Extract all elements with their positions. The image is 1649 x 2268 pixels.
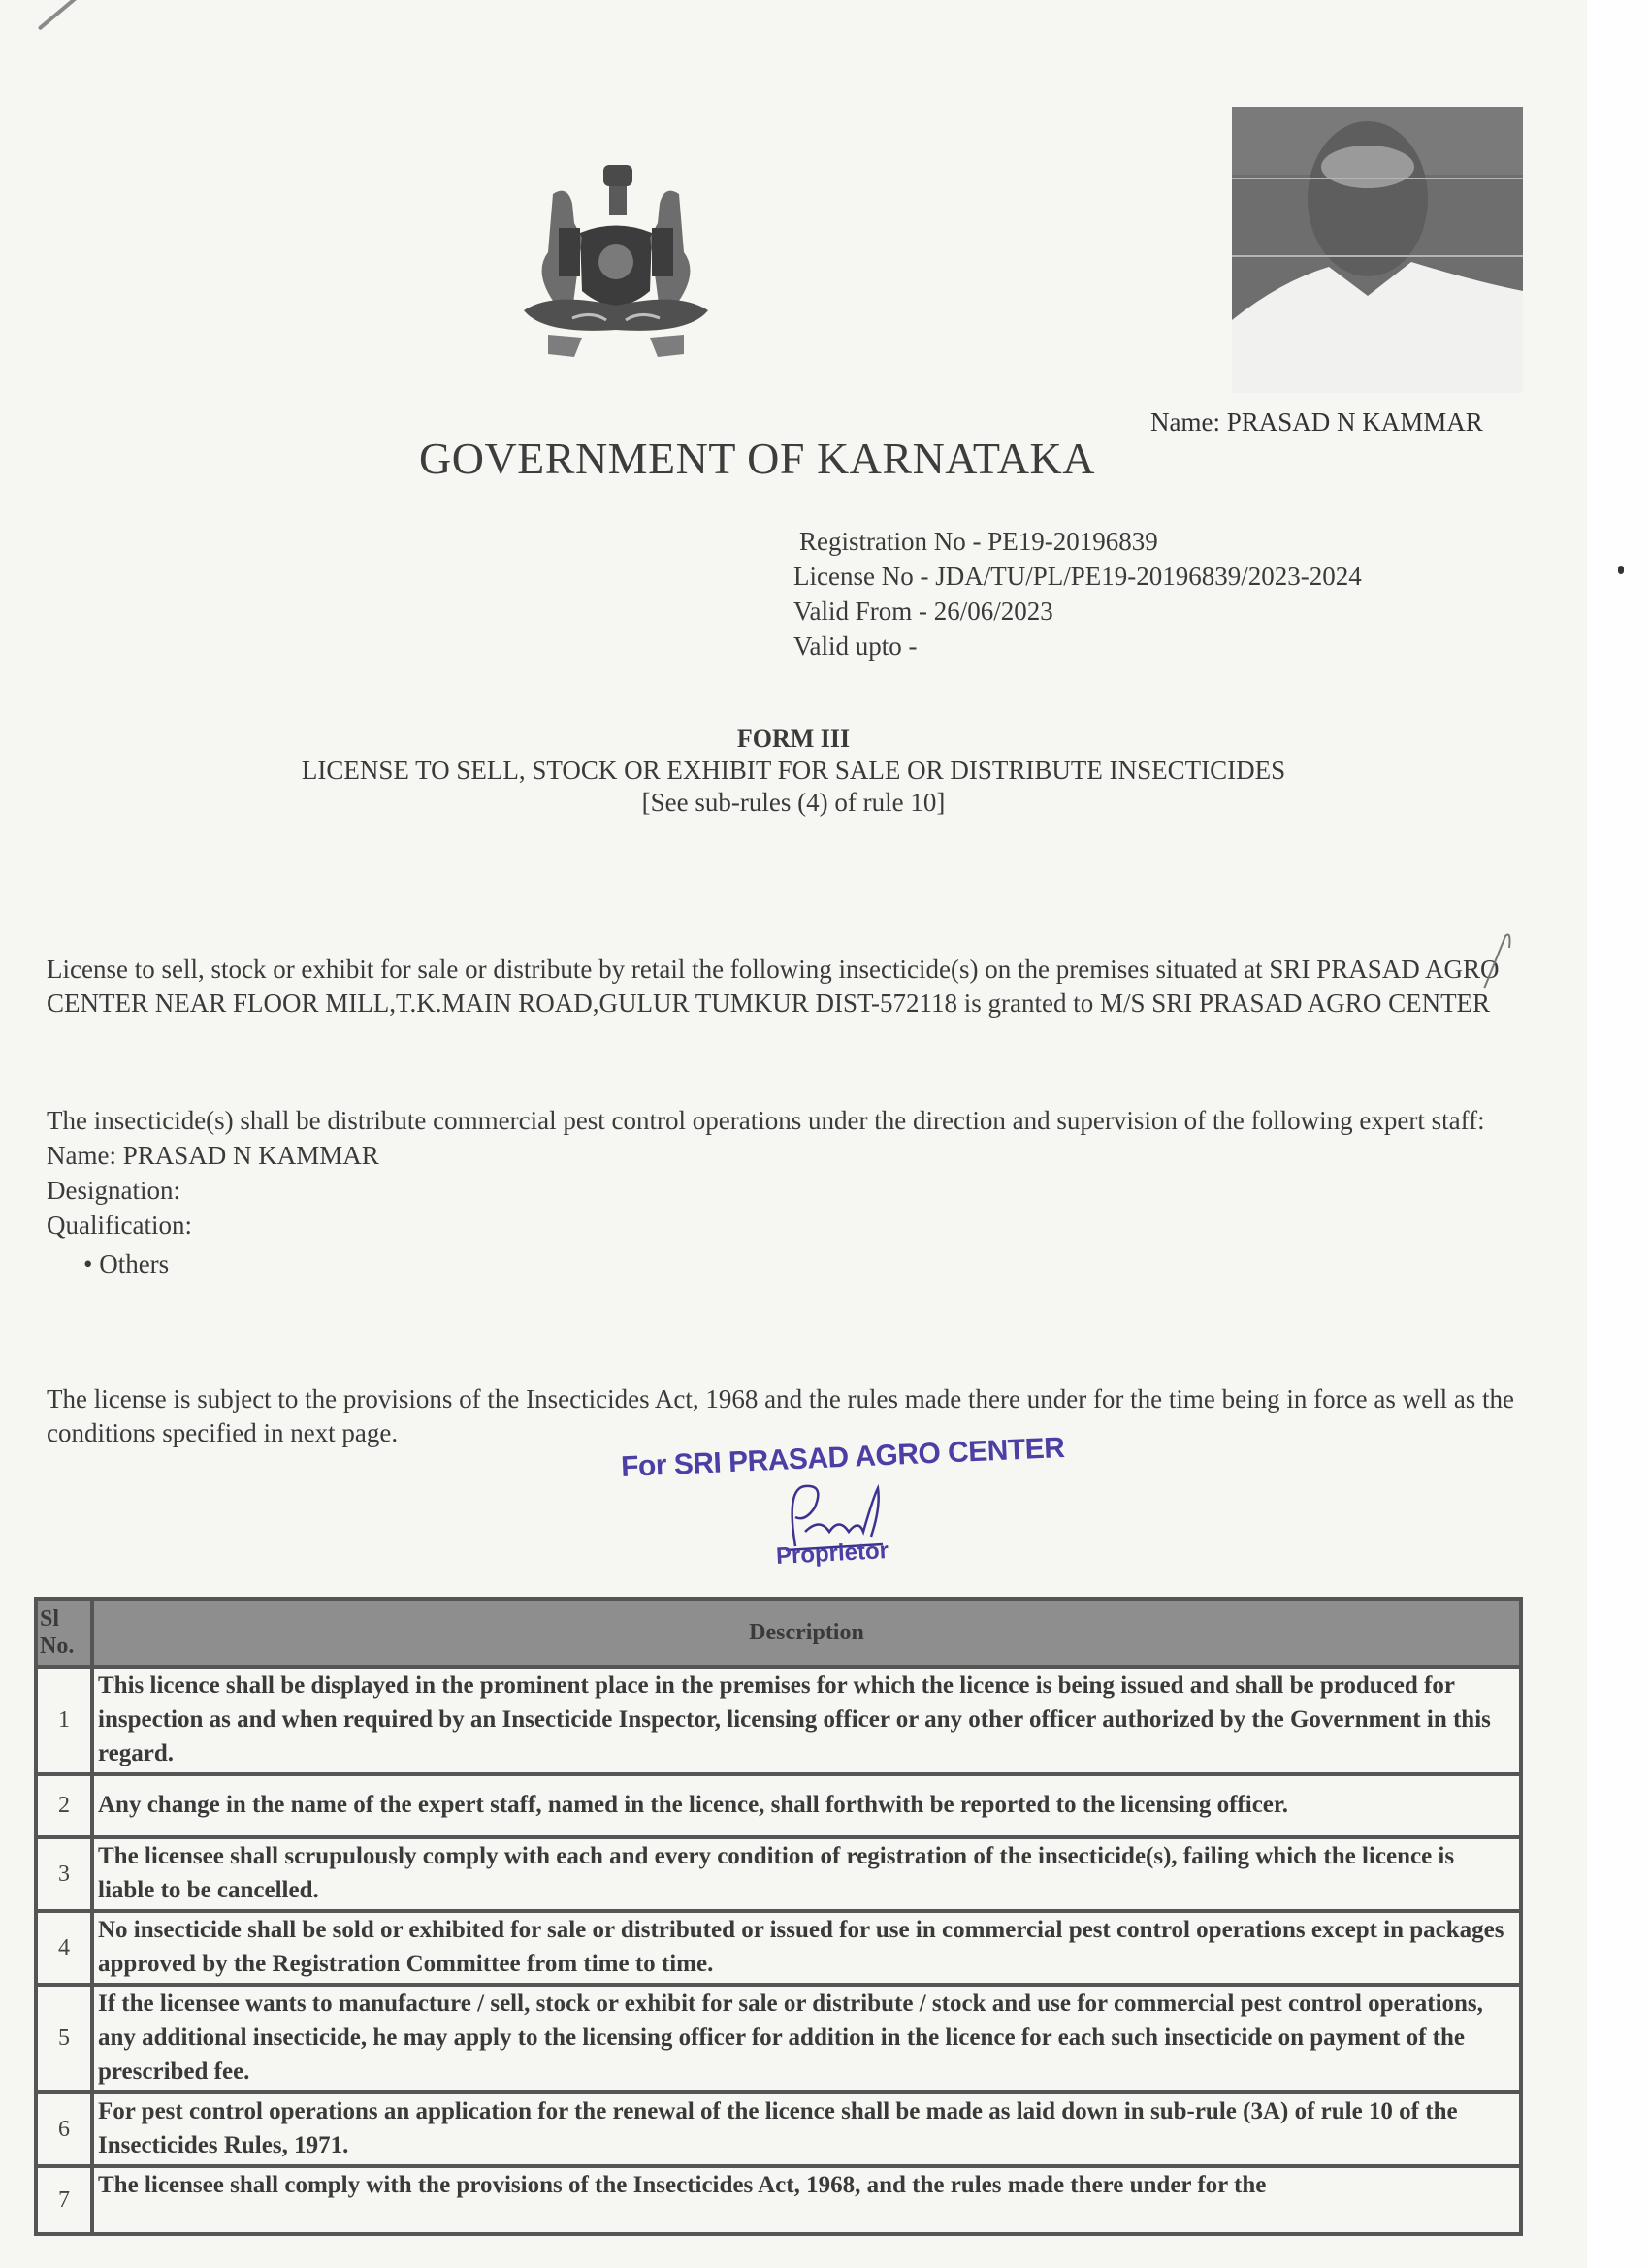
row-description: If the licensee wants to manufacture / sell, stock or exhibit for sale or distribute / stock and use for commercial pest control operations, any additional insecticide, he may apply to the licensing officer for addition in the licence for each such insecticide on payment of the prescribed fee.	[92, 1985, 1521, 2092]
staff-designation: Designation:	[47, 1176, 180, 1205]
qualification-list-item: • Others	[83, 1249, 170, 1279]
row-sl-number: 7	[36, 2166, 92, 2234]
table-row	[36, 1667, 1521, 1774]
grant-paragraph: License to sell, stock or exhibit for sale or distribute by retail the following insecticide(s) on the premises situated at SRI PRASAD AGRO CENTER NEAR FLOOR MILL,T.K.MAIN ROAD,GULUR TUMKUR DIST-572118 is granted to M/S SRI PRASAD AGRO CENTER	[47, 955, 1500, 1018]
header-sl-no: Sl No.	[36, 1599, 92, 1667]
row-sl-number: 6	[36, 2092, 92, 2166]
expert-staff-section	[47, 1104, 1560, 1285]
stamp-title: For SRI PRASAD AGRO CENTER	[620, 1432, 1066, 1483]
row-description: The licensee shall scrupulously comply with each and every condition of registration of the insecticide(s), failing which the licence is liable to be cancelled.	[92, 1837, 1521, 1911]
conditions-table	[34, 1597, 1523, 2236]
row-description: The licensee shall comply with the provisions of the Insecticides Act, 1968, and the rules made there under for the	[92, 2166, 1521, 2234]
photo-caption-name: Name: PRASAD N KAMMAR	[1150, 407, 1483, 437]
table-row	[36, 1985, 1521, 2092]
valid-upto: Valid upto -	[793, 632, 918, 661]
row-description: No insecticide shall be sold or exhibited for sale or distributed or issued for use in commercial pest control operations except in packages approved by the Registration Committee from time to time.	[92, 1911, 1521, 1985]
applicant-photo	[1232, 107, 1523, 393]
table-header-row	[36, 1599, 1521, 1667]
table-row	[36, 1774, 1521, 1837]
row-description: Any change in the name of the expert staff, named in the licence, shall forthwith be reported to the licensing officer.	[92, 1774, 1521, 1837]
registration-number: Registration No - PE19-20196839	[799, 527, 1158, 556]
row-sl-number: 1	[36, 1667, 92, 1774]
form-subtitle: LICENSE TO SELL, STOCK OR EXHIBIT FOR SALE OR DISTRIBUTE INSECTICIDES	[301, 756, 1286, 785]
valid-from: Valid From - 26/06/2023	[793, 597, 1053, 626]
staff-paragraph: The insecticide(s) shall be distribute commercial pest control operations under the direction and supervision of the following expert staff:	[47, 1106, 1485, 1135]
license-number: License No - JDA/TU/PL/PE19-20196839/2023-2024	[793, 562, 1362, 591]
table-row	[36, 1911, 1521, 1985]
row-sl-number: 3	[36, 1837, 92, 1911]
stamp-role: Proprietor	[775, 1537, 889, 1571]
page-title: GOVERNMENT OF KARNATAKA	[419, 434, 1095, 483]
row-sl-number: 4	[36, 1911, 92, 1985]
form-rule-reference: [See sub-rules (4) of rule 10]	[641, 788, 946, 817]
form-title: FORM III	[736, 725, 851, 753]
company-stamp	[620, 1432, 1066, 1593]
row-sl-number: 2	[36, 1774, 92, 1837]
form-heading	[0, 723, 1587, 819]
page-edge	[1587, 0, 1649, 2268]
table-row	[36, 2166, 1521, 2234]
staff-name: Name: PRASAD N KAMMAR	[47, 1141, 379, 1170]
pen-tick-mark	[1482, 928, 1511, 996]
subject-paragraph: The license is subject to the provisions of the Insecticides Act, 1968 and the rules made there under for the time being in force as well as the conditions specified in next page.	[47, 1384, 1515, 1447]
ink-dot-mark	[1618, 566, 1624, 574]
table-row	[36, 2092, 1521, 2166]
row-description: This licence shall be displayed in the prominent place in the premises for which the licence is being issued and shall be produced for inspection as and when required by an Insecticide Inspector, licensing officer or any other officer authorized by the Government in this regard.	[92, 1667, 1521, 1774]
karnataka-emblem-icon	[514, 165, 718, 369]
bullet-icon: •	[83, 1249, 100, 1279]
header-description: Description	[92, 1599, 1521, 1667]
license-meta	[793, 524, 1362, 664]
table-row	[36, 1837, 1521, 1911]
row-description: For pest control operations an application for the renewal of the licence shall be made as laid down in sub-rule (3A) of rule 10 of the Insecticides Rules, 1971.	[92, 2092, 1521, 2166]
staff-qualification: Qualification:	[47, 1211, 192, 1240]
row-sl-number: 5	[36, 1985, 92, 2092]
